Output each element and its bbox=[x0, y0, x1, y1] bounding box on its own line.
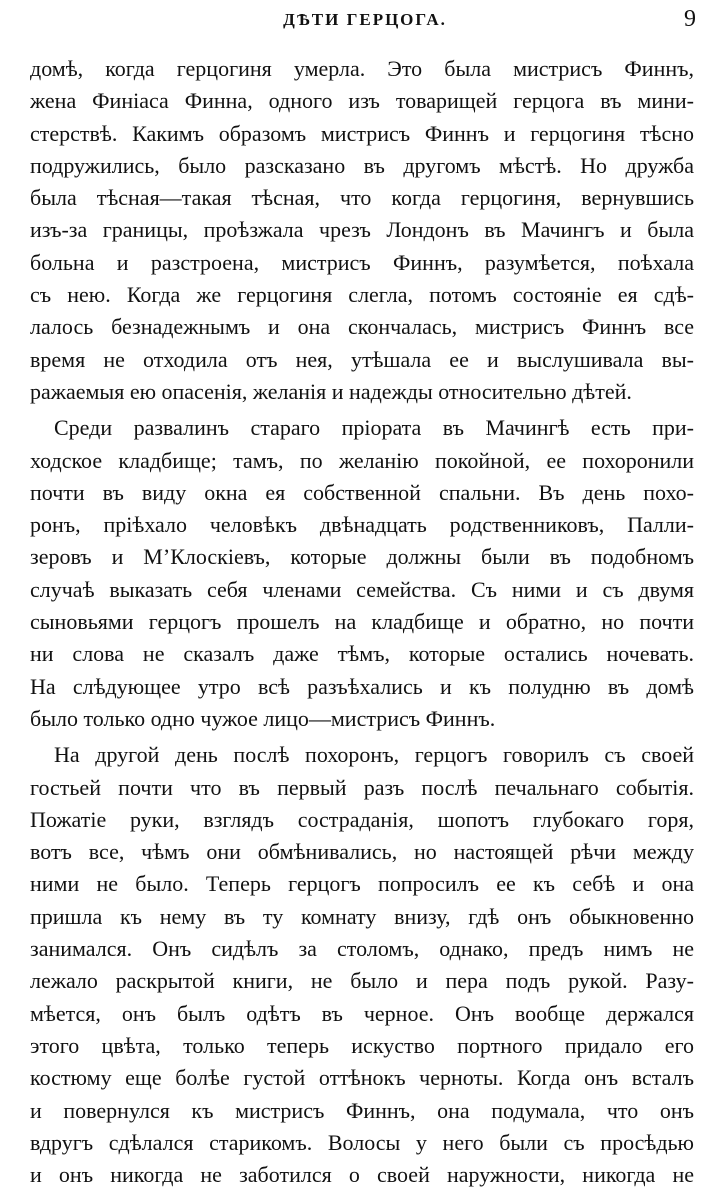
text-line: вотъ все, чѣмъ они обмѣнивались, но настоящей рѣчи между bbox=[30, 839, 694, 865]
text-line: ними не было. Теперь герцогъ попросилъ ее къ себѣ и она bbox=[30, 871, 694, 897]
text-line: случаѣ выказать себя членами семейства. Съ ними и съ двумя bbox=[30, 576, 694, 602]
text-line: ражаемыя ею опасенія, желанія и надежды относительно дѣтей. bbox=[30, 378, 632, 404]
text-line: лалось безнадежнымъ и она скончалась, мистрисъ Финнъ все bbox=[30, 314, 694, 340]
body-text bbox=[30, 53, 694, 1191]
text-line: пришла къ нему въ ту комнату внизу, гдѣ онъ обыкновенно bbox=[30, 903, 694, 929]
text-line: стерствѣ. Какимъ образомъ мистрисъ Финнъ и герцогиня тѣсно bbox=[30, 120, 694, 146]
text-line: вдругъ сдѣлался старикомъ. Волосы у него были съ просѣдью bbox=[30, 1129, 694, 1155]
text-line: подружились, было разсказано въ другомъ мѣстѣ. Но дружба bbox=[30, 152, 694, 178]
text-line: На слѣдующее утро всѣ разъѣхались и къ полудню въ домѣ bbox=[30, 673, 694, 699]
text-line: этого цвѣта, только теперь искуство портного придало его bbox=[30, 1032, 694, 1058]
text-line: больна и разстроена, мистрисъ Финнъ, разумѣется, поѣхала bbox=[30, 249, 694, 275]
text-line: почти въ виду окна ея собственной спальни. Въ день похо- bbox=[30, 479, 694, 505]
text-line: домѣ, когда герцогиня умерла. Это была мистрисъ Финнъ, bbox=[30, 56, 694, 81]
text-line: лежало раскрытой книги, не было и пера подъ рукой. Разу- bbox=[30, 968, 694, 994]
running-title: ДѢТИ ГЕРЦОГА. bbox=[283, 10, 447, 29]
running-head bbox=[28, 6, 702, 36]
text-line: мѣется, онъ былъ одѣтъ въ черное. Онъ вообще держался bbox=[30, 1000, 694, 1026]
text-line: съ нею. Когда же герцогиня слегла, потомъ состояніе ея сдѣ- bbox=[30, 282, 694, 308]
text-line: гостьей почти что въ первый разъ послѣ печальнаго событія. bbox=[30, 774, 694, 800]
text-line: и онъ никогда не заботился о своей наружности, никогда не bbox=[30, 1162, 694, 1188]
text-line: ни слова не сказалъ даже тѣмъ, которые остались ночевать. bbox=[30, 641, 694, 667]
paragraph-3 bbox=[30, 739, 694, 1191]
text-line: время не отходила отъ нея, утѣшала ее и выслушивала вы- bbox=[30, 346, 694, 372]
text-line: костюму еще болѣе густой оттѣнокъ черноты. Когда онъ всталъ bbox=[30, 1065, 694, 1091]
text-line: ронъ, пріѣхало человѣкъ двѣнадцать родственниковъ, Палли- bbox=[30, 512, 694, 538]
text-line: ходское кладбище; тамъ, по желанію покойной, ее похоронили bbox=[30, 447, 694, 473]
page-number: 9 bbox=[684, 6, 696, 32]
paragraph-1 bbox=[30, 53, 694, 408]
text-line: Пожатіе руки, взглядъ состраданія, шопотъ глубокаго горя, bbox=[30, 806, 694, 832]
text-line: сыновьями герцогъ прошелъ на кладбище и обратно, но почти bbox=[30, 609, 694, 635]
text-line: и повернулся къ мистрисъ Финнъ, она подумала, что онъ bbox=[30, 1097, 694, 1123]
text-line: была тѣсная—такая тѣсная, что когда герцогиня, вернувшись bbox=[30, 185, 694, 211]
text-line: жена Финіаса Финна, одного изъ товарищей герцога въ мини- bbox=[30, 88, 694, 114]
text-line: занимался. Онъ сидѣлъ за столомъ, однако, предъ нимъ не bbox=[30, 936, 694, 962]
text-line: Среди развалинъ стараго пріората въ Мачингѣ есть при- bbox=[54, 415, 694, 441]
text-line: зеровъ и М’Клоскіевъ, которые должны были въ подобномъ bbox=[30, 544, 694, 570]
paragraph-2 bbox=[30, 412, 694, 735]
text-line: На другой день послѣ похоронъ, герцогъ говорилъ съ своей bbox=[54, 742, 694, 768]
text-line: было только одно чужое лицо—мистрисъ Финнъ. bbox=[30, 705, 496, 731]
text-line: изъ-за границы, проѣзжала чрезъ Лондонъ въ Мачингъ и была bbox=[30, 217, 694, 243]
